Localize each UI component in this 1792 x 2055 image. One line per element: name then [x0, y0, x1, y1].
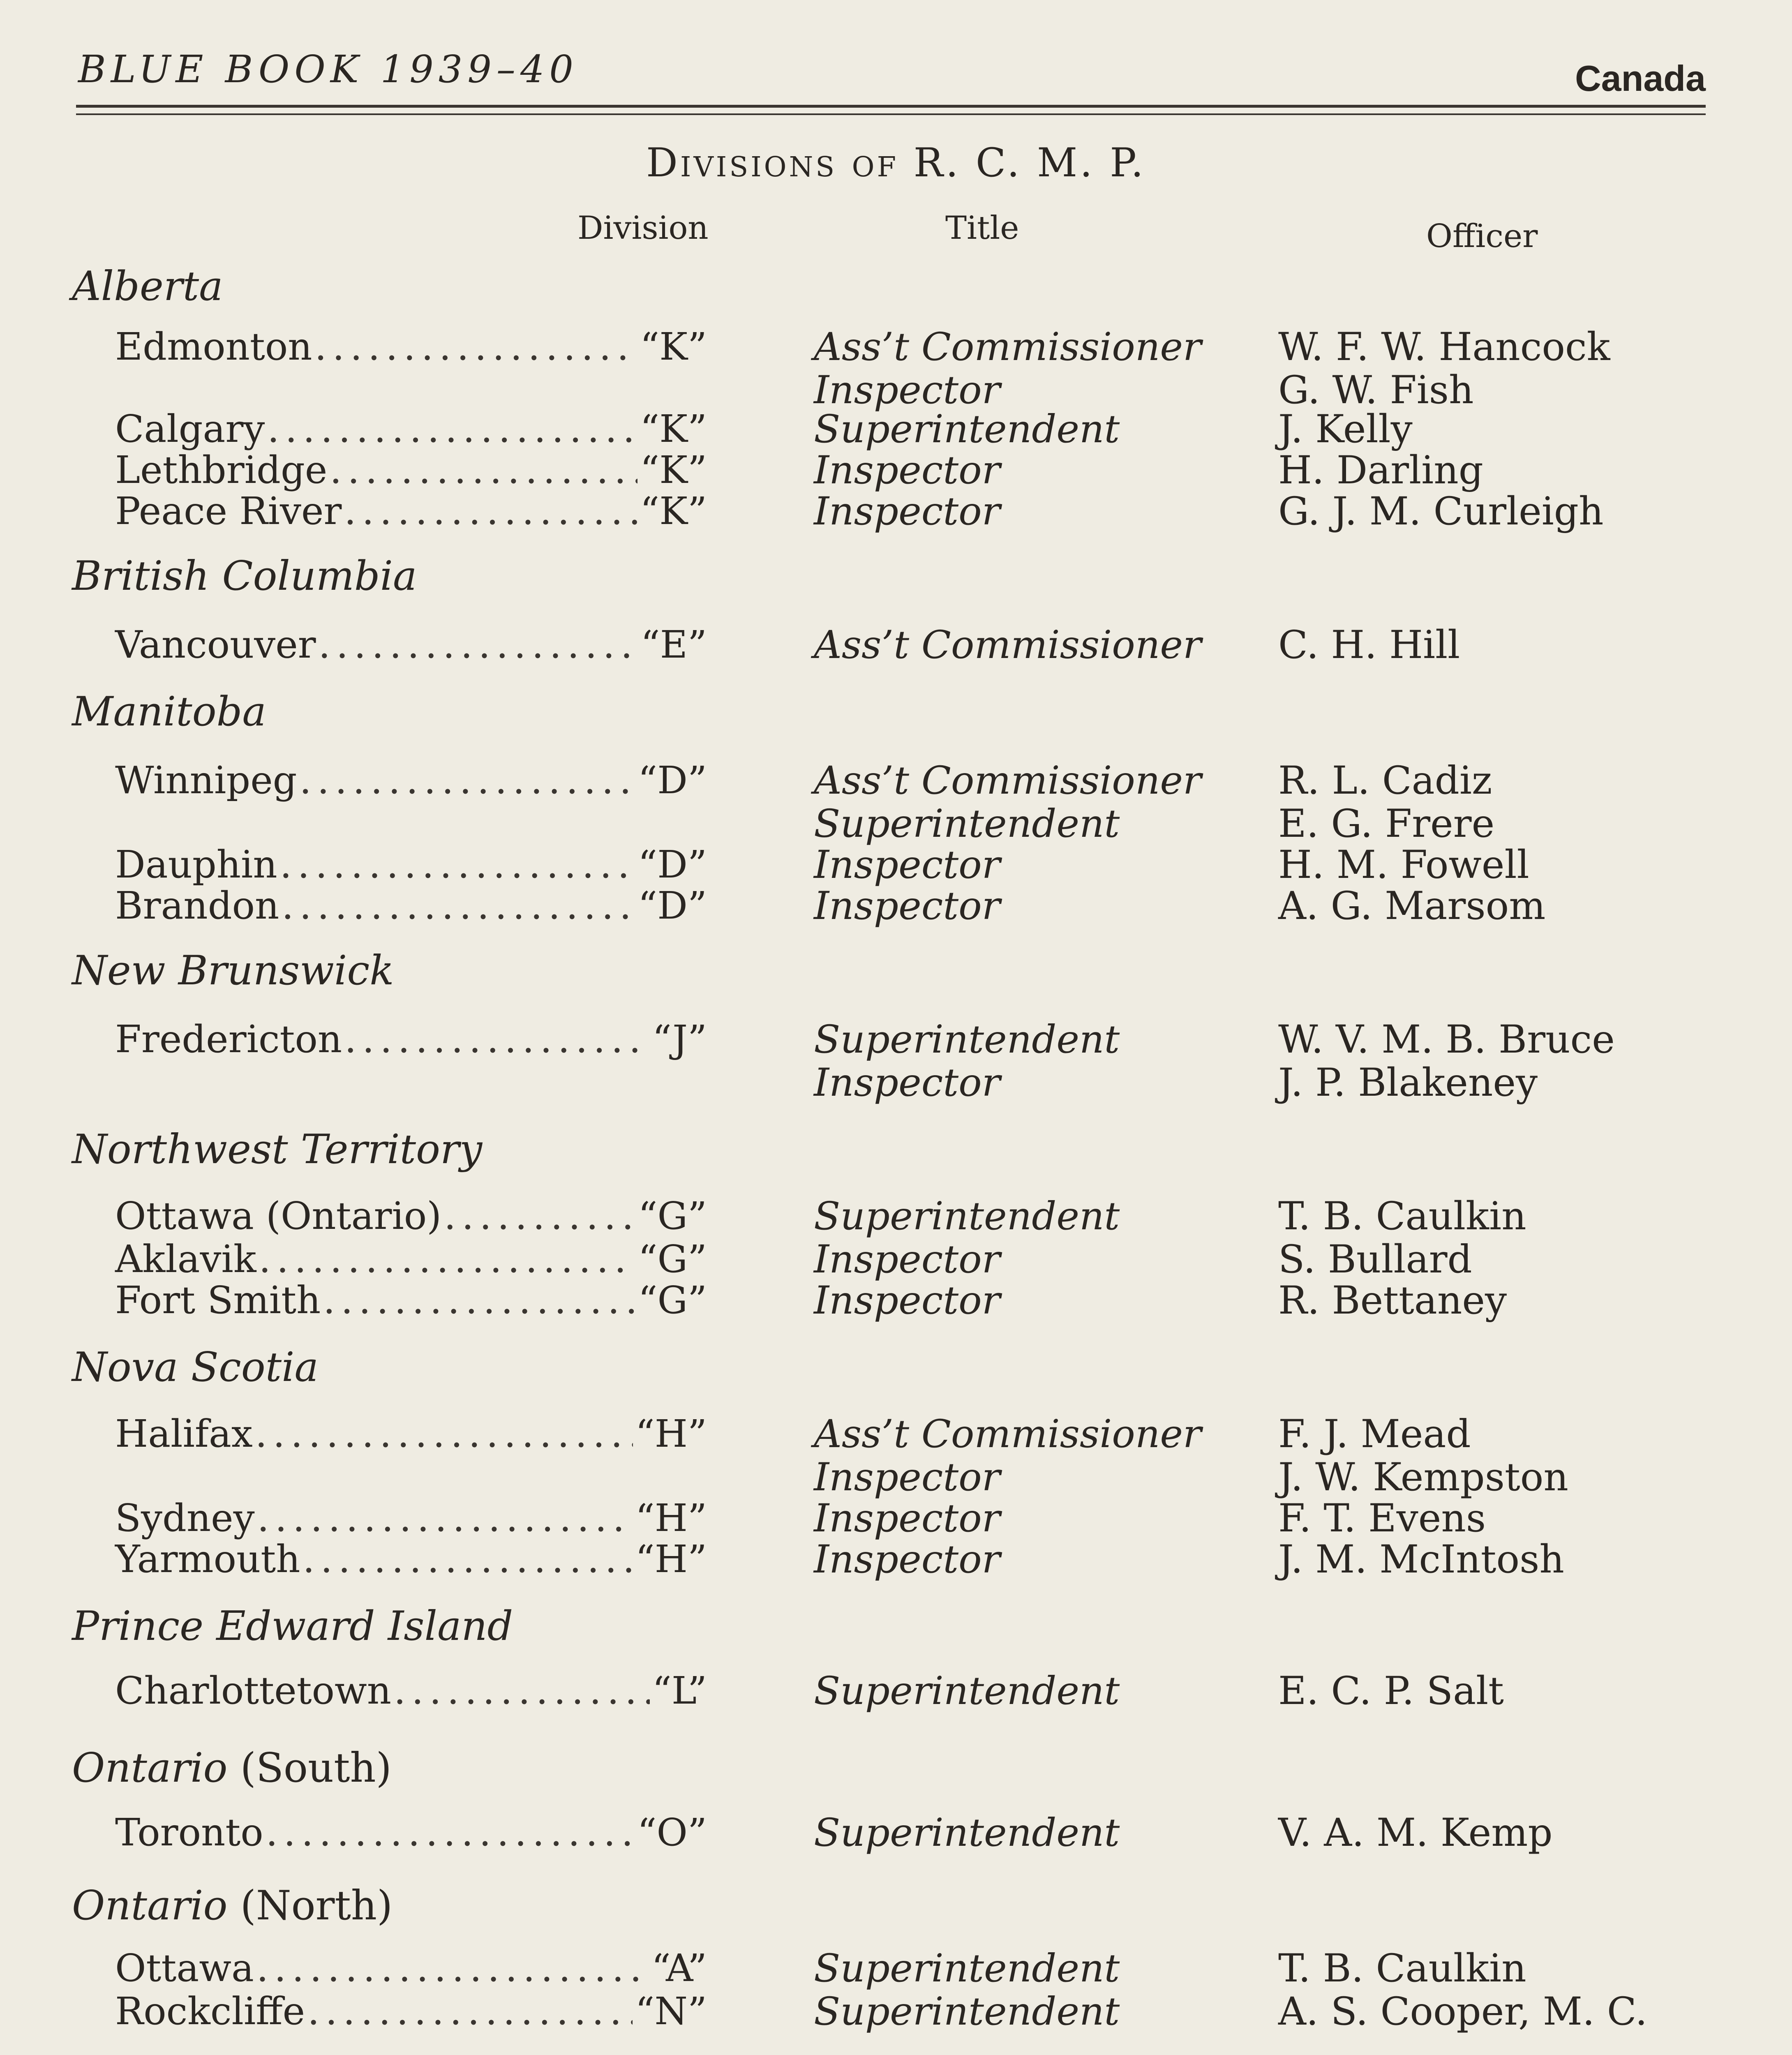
division-letter: “O”: [637, 1810, 707, 1854]
station-row: [115, 1496, 707, 1541]
officer-name: J. P. Blakeney: [1278, 1060, 1538, 1105]
officer-rank: Superintendent: [814, 407, 1120, 452]
province-heading: [72, 263, 223, 310]
province-heading: [72, 1882, 393, 1929]
running-header-section: Canada: [1575, 58, 1706, 99]
station-row: [115, 1669, 707, 1714]
dot-leader: [300, 758, 636, 802]
station-row: [115, 448, 707, 493]
header-rule-thin: [76, 113, 1706, 115]
station-name: Winnipeg: [115, 758, 297, 802]
officer-rank: Inspector: [814, 1237, 1000, 1282]
division-letter: “D”: [638, 758, 707, 802]
officer-rank: Superintendent: [814, 1989, 1120, 2034]
officer-rank: Inspector: [814, 843, 1000, 887]
station-name: Lethbridge: [115, 448, 328, 492]
province-name: Ontario: [72, 1882, 228, 1929]
officer-rank: Inspector: [814, 489, 1000, 534]
header-rule: [76, 105, 1706, 108]
station-row: [115, 489, 707, 534]
station-name: Toronto: [115, 1810, 263, 1854]
officer-rank: Superintendent: [814, 1669, 1120, 1713]
officer-name: H. M. Fowell: [1278, 843, 1529, 887]
station-row: [115, 1412, 707, 1457]
officer-name: F. T. Evens: [1278, 1496, 1486, 1541]
officer-rank: Inspector: [814, 1537, 1000, 1582]
dot-leader: [344, 1017, 650, 1061]
dot-leader: [319, 623, 638, 667]
officer-name: E. G. Frere: [1278, 801, 1495, 846]
station-row: [115, 758, 707, 804]
station-name: Rockcliffe: [115, 1989, 305, 2033]
officer-rank: Inspector: [814, 1455, 1000, 1500]
division-letter: “K”: [640, 489, 707, 533]
station-row: [115, 325, 707, 370]
station-row: [115, 1194, 707, 1239]
province-name: Prince Edward Island: [72, 1603, 513, 1650]
division-letter: “L”: [652, 1669, 707, 1713]
dot-leader: [315, 325, 638, 369]
dot-leader: [280, 843, 635, 887]
division-letter: “G”: [638, 1278, 707, 1322]
division-letter: “H”: [635, 1412, 707, 1456]
officer-rank: Superintendent: [814, 1810, 1120, 1855]
division-letter: “J”: [652, 1017, 707, 1061]
officer-name: V. A. M. Kemp: [1278, 1810, 1553, 1855]
station-name: Fredericton: [115, 1017, 342, 1061]
station-name: Edmonton: [115, 325, 312, 369]
station-name: Ottawa (Ontario): [115, 1194, 442, 1238]
dot-leader: [257, 1496, 633, 1540]
dot-leader: [307, 1989, 633, 2033]
division-letter: “G”: [638, 1194, 707, 1238]
division-letter: “N”: [635, 1989, 707, 2033]
dot-leader: [330, 448, 637, 492]
division-letter: “A”: [651, 1946, 707, 1990]
station-row: [115, 1278, 707, 1323]
officer-name: S. Bullard: [1278, 1237, 1472, 1282]
division-letter: “K”: [640, 407, 707, 451]
province-heading: [72, 1603, 513, 1650]
officer-rank: Superintendent: [814, 1017, 1120, 1062]
dot-leader: [303, 1537, 633, 1581]
division-letter: “D”: [638, 843, 707, 887]
province-name: Alberta: [72, 263, 223, 310]
province-region: (South): [227, 1745, 392, 1792]
officer-rank: Inspector: [814, 368, 1000, 413]
station-name: Dauphin: [115, 843, 277, 887]
province-name: Ontario: [72, 1745, 228, 1792]
station-name: Sydney: [115, 1496, 255, 1540]
officer-rank: Superintendent: [814, 801, 1120, 846]
station-name: Yarmouth: [115, 1537, 300, 1581]
officer-name: C. H. Hill: [1278, 623, 1460, 667]
column-header-officer: Officer: [1426, 218, 1538, 255]
province-name: Nova Scotia: [72, 1344, 319, 1391]
officer-rank: Inspector: [814, 1496, 1000, 1541]
province-name: New Brunswick: [72, 947, 394, 994]
officer-rank: Ass’t Commissioner: [814, 1412, 1201, 1457]
officer-name: A. S. Cooper, M. C.: [1278, 1989, 1648, 2034]
officer-name: A. G. Marsom: [1278, 884, 1546, 928]
dot-leader: [266, 1810, 635, 1854]
dot-leader: [344, 489, 637, 533]
dot-leader: [282, 884, 635, 928]
station-name: Brandon: [115, 884, 279, 928]
officer-rank: Superintendent: [814, 1946, 1120, 1991]
officer-name: R. Bettaney: [1278, 1278, 1507, 1323]
column-header-division: Division: [577, 210, 709, 247]
officer-name: T. B. Caulkin: [1278, 1194, 1526, 1239]
station-name: Ottawa: [115, 1946, 254, 1990]
province-name: Northwest Territory: [72, 1126, 483, 1173]
station-row: [115, 407, 707, 452]
station-row: [115, 1237, 707, 1282]
dot-leader: [267, 407, 637, 451]
officer-rank: Superintendent: [814, 1194, 1120, 1239]
officer-rank: Ass’t Commissioner: [814, 758, 1201, 803]
officer-name: W. V. M. B. Bruce: [1278, 1017, 1615, 1062]
officer-name: G. J. M. Curleigh: [1278, 489, 1604, 534]
officer-name: H. Darling: [1278, 448, 1483, 493]
officer-rank: Inspector: [814, 1060, 1000, 1105]
officer-name: W. F. W. Hancock: [1278, 325, 1610, 369]
province-heading: [72, 1745, 392, 1792]
station-name: Calgary: [115, 407, 265, 451]
running-header-title: BLUE BOOK 1939–40: [78, 47, 578, 91]
province-name: British Columbia: [72, 553, 417, 600]
station-row: [115, 843, 707, 888]
officer-name: G. W. Fish: [1278, 368, 1474, 413]
dot-leader: [394, 1669, 650, 1713]
station-row: [115, 1946, 707, 1991]
dot-leader: [323, 1278, 635, 1322]
division-letter: “K”: [640, 325, 707, 369]
station-row: [115, 623, 707, 668]
province-heading: [72, 1344, 319, 1391]
station-row: [115, 1989, 707, 2034]
page-title: Divisions of R. C. M. P.: [646, 140, 1146, 186]
station-name: Halifax: [115, 1412, 253, 1456]
dot-leader: [444, 1194, 635, 1238]
division-letter: “G”: [638, 1237, 707, 1281]
officer-rank: Inspector: [814, 1278, 1000, 1323]
station-name: Fort Smith: [115, 1278, 321, 1322]
province-region: (North): [227, 1882, 393, 1929]
division-letter: “H”: [635, 1496, 707, 1540]
officer-name: R. L. Cadiz: [1278, 758, 1492, 803]
station-row: [115, 1810, 707, 1856]
officer-name: E. C. P. Salt: [1278, 1669, 1504, 1713]
province-heading: [72, 947, 394, 994]
officer-rank: Ass’t Commissioner: [814, 623, 1201, 667]
division-letter: “D”: [638, 884, 707, 928]
dot-leader: [256, 1946, 649, 1990]
officer-rank: Inspector: [814, 884, 1000, 928]
officer-name: J. Kelly: [1278, 407, 1413, 452]
province-heading: [72, 553, 417, 600]
station-name: Aklavik: [115, 1237, 256, 1281]
dot-leader: [259, 1237, 636, 1281]
officer-name: J. M. McIntosh: [1278, 1537, 1564, 1582]
officer-rank: Inspector: [814, 448, 1000, 493]
station-name: Peace River: [115, 489, 342, 533]
station-row: [115, 884, 707, 929]
officer-name: F. J. Mead: [1278, 1412, 1471, 1457]
officer-name: T. B. Caulkin: [1278, 1946, 1526, 1991]
station-row: [115, 1017, 707, 1062]
column-header-title: Title: [945, 210, 1019, 247]
station-name: Vancouver: [115, 623, 316, 667]
division-letter: “K”: [640, 448, 707, 492]
officer-rank: Ass’t Commissioner: [814, 325, 1201, 369]
station-row: [115, 1537, 707, 1582]
province-heading: [72, 688, 266, 735]
dot-leader: [255, 1412, 633, 1456]
division-letter: “E”: [640, 623, 707, 667]
province-name: Manitoba: [72, 688, 266, 735]
division-letter: “H”: [635, 1537, 707, 1581]
province-heading: [72, 1126, 482, 1173]
station-name: Charlottetown: [115, 1669, 392, 1713]
officer-name: J. W. Kempston: [1278, 1455, 1568, 1500]
